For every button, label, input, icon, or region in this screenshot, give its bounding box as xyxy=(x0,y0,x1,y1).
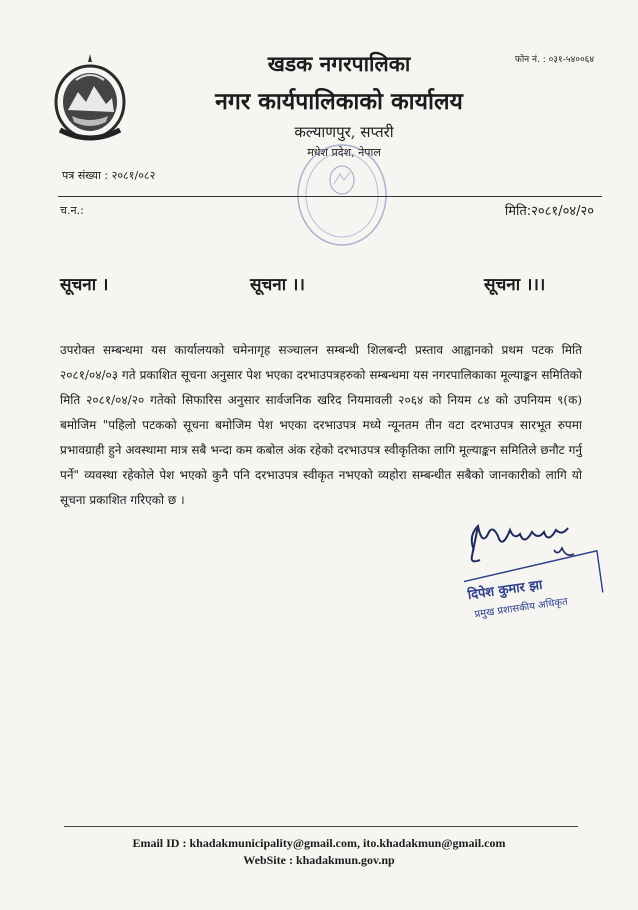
office-location: कल्याणपुर, सप्तरी xyxy=(294,123,394,141)
notice-heading-3: सूचना ।।। xyxy=(484,275,546,295)
notice-body: उपरोक्त सम्बन्धमा यस कार्यालयको चमेनागृह सञ्चालन सम्बन्धी शिलबन्दी प्रस्ताव आह्वानको प्रथम पटक मिति २०८१/०४/०३ गते प्रकाशित सूचना अनुसार पेश भएका दरभाउपत्रहरुको सम्बन्धमा यस नगरपालिकाका मूल्याङ्कन समितिको मिति २०८१/०४/२० गतेको सिफारिस अनुसार सार्वजनिक खरिद नियमावली २०६४ को नियम ८४ को उपनियम ९(क) बमोजिम "पहिलो पटकको सूचना बमोजिम पेश भएका दरभाउपत्र मध्ये न्यूनतम तीन वटा दरभाउपत्र सारभूत रुपमा प्रभावग्राही हुने अवस्थामा मात्र सबै भन्दा कम कबोल अंक रहेको दरभाउपत्र स्वीकृतिका लागि मूल्याङ्कन समितिले छनौट गर्नु पर्ने" व्यवस्था रहेकोले पेश भएको कुनै पनि दरभाउपत्र स्वीकृत नभएको व्यहोरा सम्बन्धीत सबैको जानकारीको लागि यो सूचना प्रकाशित गरिएको छ । xyxy=(60,343,582,507)
header-divider xyxy=(58,196,602,197)
letter-date: मिति:२०८१/०४/२० xyxy=(504,204,594,219)
notice-heading-2: सूचना ।। xyxy=(250,275,305,295)
municipality-name: खडक नगरपालिका xyxy=(267,51,411,76)
notice-heading-1: सूचना । xyxy=(60,275,109,295)
signatory-title: प्रमुख प्रशासकीय अधिकृत xyxy=(473,596,569,621)
footer-email: Email ID : khadakmunicipality@gmail.com, ito.khadakmun@gmail.com xyxy=(132,836,506,850)
office-name: नगर कार्यपालिकाको कार्यालय xyxy=(215,88,463,115)
office-seal-icon xyxy=(292,140,392,250)
dispatch-number: च.न.: xyxy=(60,204,84,217)
footer-divider xyxy=(64,826,578,827)
province-name: मधेश प्रदेश, नेपाल xyxy=(307,146,381,159)
footer-website: WebSite : khadakmun.gov.np xyxy=(243,853,395,867)
phone-number: फोन नं. : ०३१-५४००६४ xyxy=(514,55,594,65)
signatory-name: दिपेश कुमार झा xyxy=(466,577,544,604)
letter-number: पत्र संख्या : २०८१/०८२ xyxy=(62,169,156,182)
